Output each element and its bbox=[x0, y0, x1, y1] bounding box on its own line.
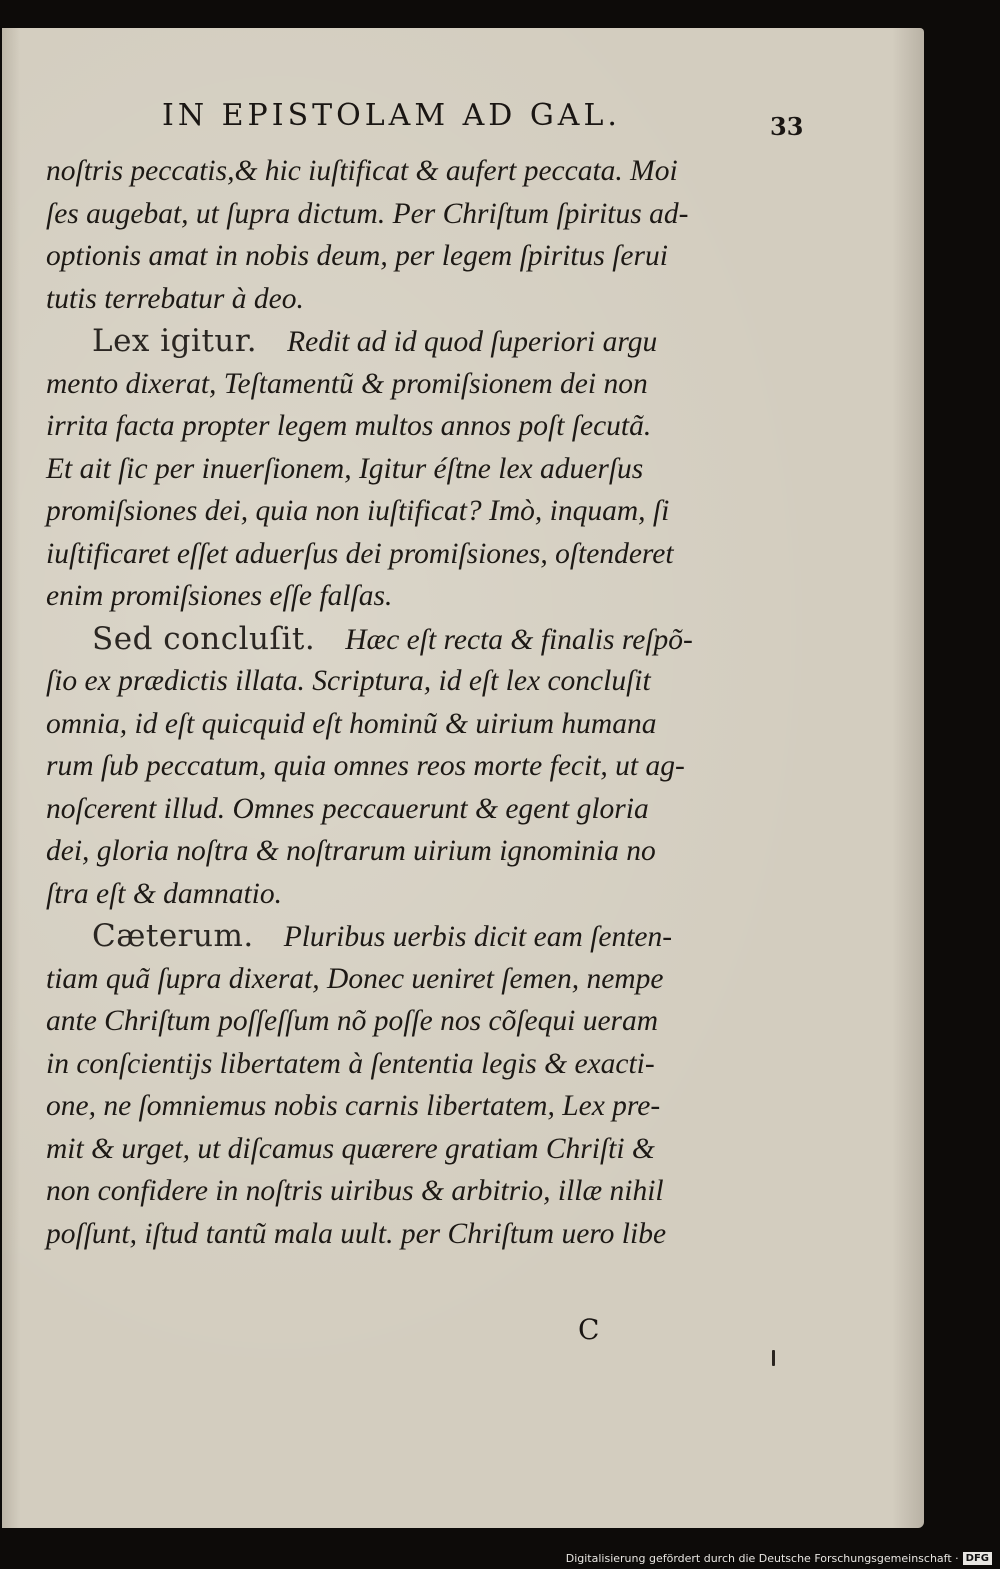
text-line bbox=[46, 618, 746, 661]
running-title: IN EPISTOLAM AD GAL. bbox=[162, 98, 621, 133]
paragraph-2 bbox=[46, 320, 746, 618]
lemma-heading: Sed concluſit. bbox=[92, 620, 316, 657]
text-line: promiſsiones dei, quia non iuſtificat? Imò, inquam, ſi bbox=[46, 495, 670, 527]
text-line-run: Redit ad id quod ſuperiori argu bbox=[287, 326, 658, 358]
text-line: rum ſub peccatum, quia omnes reos morte fecit, ut ag- bbox=[46, 750, 685, 782]
credit-text: Digitalisierung gefördert durch die Deutsche Forschungsgemeinschaft · bbox=[565, 1551, 959, 1565]
text-line: Et ait ſic per inuerſionem, Igitur éſtne lex aduerſus bbox=[46, 452, 644, 485]
text-line: ſes augebat, ut ſupra dictum. Per Chriſtum ſpiritus ad- bbox=[46, 197, 689, 230]
digitization-credit bbox=[566, 1552, 992, 1566]
text-line: poſſunt, iſtud tantũ mala uult. per Chriſtum uero libe bbox=[46, 1217, 667, 1250]
text-line: enim promiſsiones eſſe falſas. bbox=[46, 580, 393, 612]
paragraph-3 bbox=[46, 618, 746, 916]
lemma-heading: Cæterum. bbox=[92, 918, 254, 954]
text-line: noſtris peccatis,& hic iuſtificat & aufert peccata. Moi bbox=[46, 155, 678, 187]
text-line-run: Hæc eſt recta & finalis reſpõ- bbox=[345, 623, 693, 656]
text-line: omnia, id eſt quicquid eſt hominũ & uirium humana bbox=[46, 707, 657, 740]
text-line: ante Chriſtum poſſeſſum nõ poſſe nos cõſequi ueram bbox=[46, 1005, 659, 1037]
text-line bbox=[46, 915, 746, 958]
signature-mark: C bbox=[578, 1313, 600, 1346]
text-line: irrita facta propter legem multos annos poſt ſecutã. bbox=[46, 410, 652, 442]
text-line: non confidere in noſtris uiribus & arbitrio, illæ nihil bbox=[46, 1175, 664, 1207]
text-line: one, ne ſomniemus nobis carnis libertatem, Lex pre- bbox=[46, 1090, 661, 1122]
text-line bbox=[46, 320, 746, 363]
text-line: noſcerent illud. Omnes peccauerunt & egent gloria bbox=[46, 792, 649, 825]
text-line-run: Pluribus uerbis dicit eam ſenten- bbox=[283, 921, 673, 953]
text-line: mit & urget, ut diſcamus quærere gratiam Chriſti & bbox=[46, 1132, 655, 1165]
dfg-logo: DFG bbox=[963, 1552, 992, 1565]
text-line: tiam quã ſupra dixerat, Donec ueniret ſemen, nempe bbox=[46, 962, 664, 995]
text-line: ſtra eſt & damnatio. bbox=[46, 877, 282, 910]
text-line: iuſtificaret eſſet aduerſus dei promiſsiones, oſtenderet bbox=[46, 537, 674, 570]
folio-number: 33 bbox=[770, 112, 804, 141]
paragraph-4 bbox=[46, 915, 746, 1255]
text-line: mento dixerat, Teſtamentũ & promiſsionem dei non bbox=[46, 367, 648, 400]
text-line: tutis terrebatur à deo. bbox=[46, 282, 304, 315]
text-line: in conſcientijs libertatem à ſententia legis & exacti- bbox=[46, 1047, 655, 1080]
paragraph-1 bbox=[46, 150, 746, 320]
text-line: optionis amat in nobis deum, per legem ſpiritus ſerui bbox=[46, 240, 668, 272]
text-line: ſio ex prædictis illata. Scriptura, id eſt lex concluſit bbox=[46, 665, 651, 697]
lemma-heading: Lex igitur. bbox=[92, 323, 258, 359]
ink-mark bbox=[772, 1350, 775, 1366]
text-block bbox=[46, 150, 746, 1255]
text-line: dei, gloria noſtra & noſtrarum uirium ignominia no bbox=[46, 835, 656, 867]
book-page bbox=[2, 28, 924, 1528]
